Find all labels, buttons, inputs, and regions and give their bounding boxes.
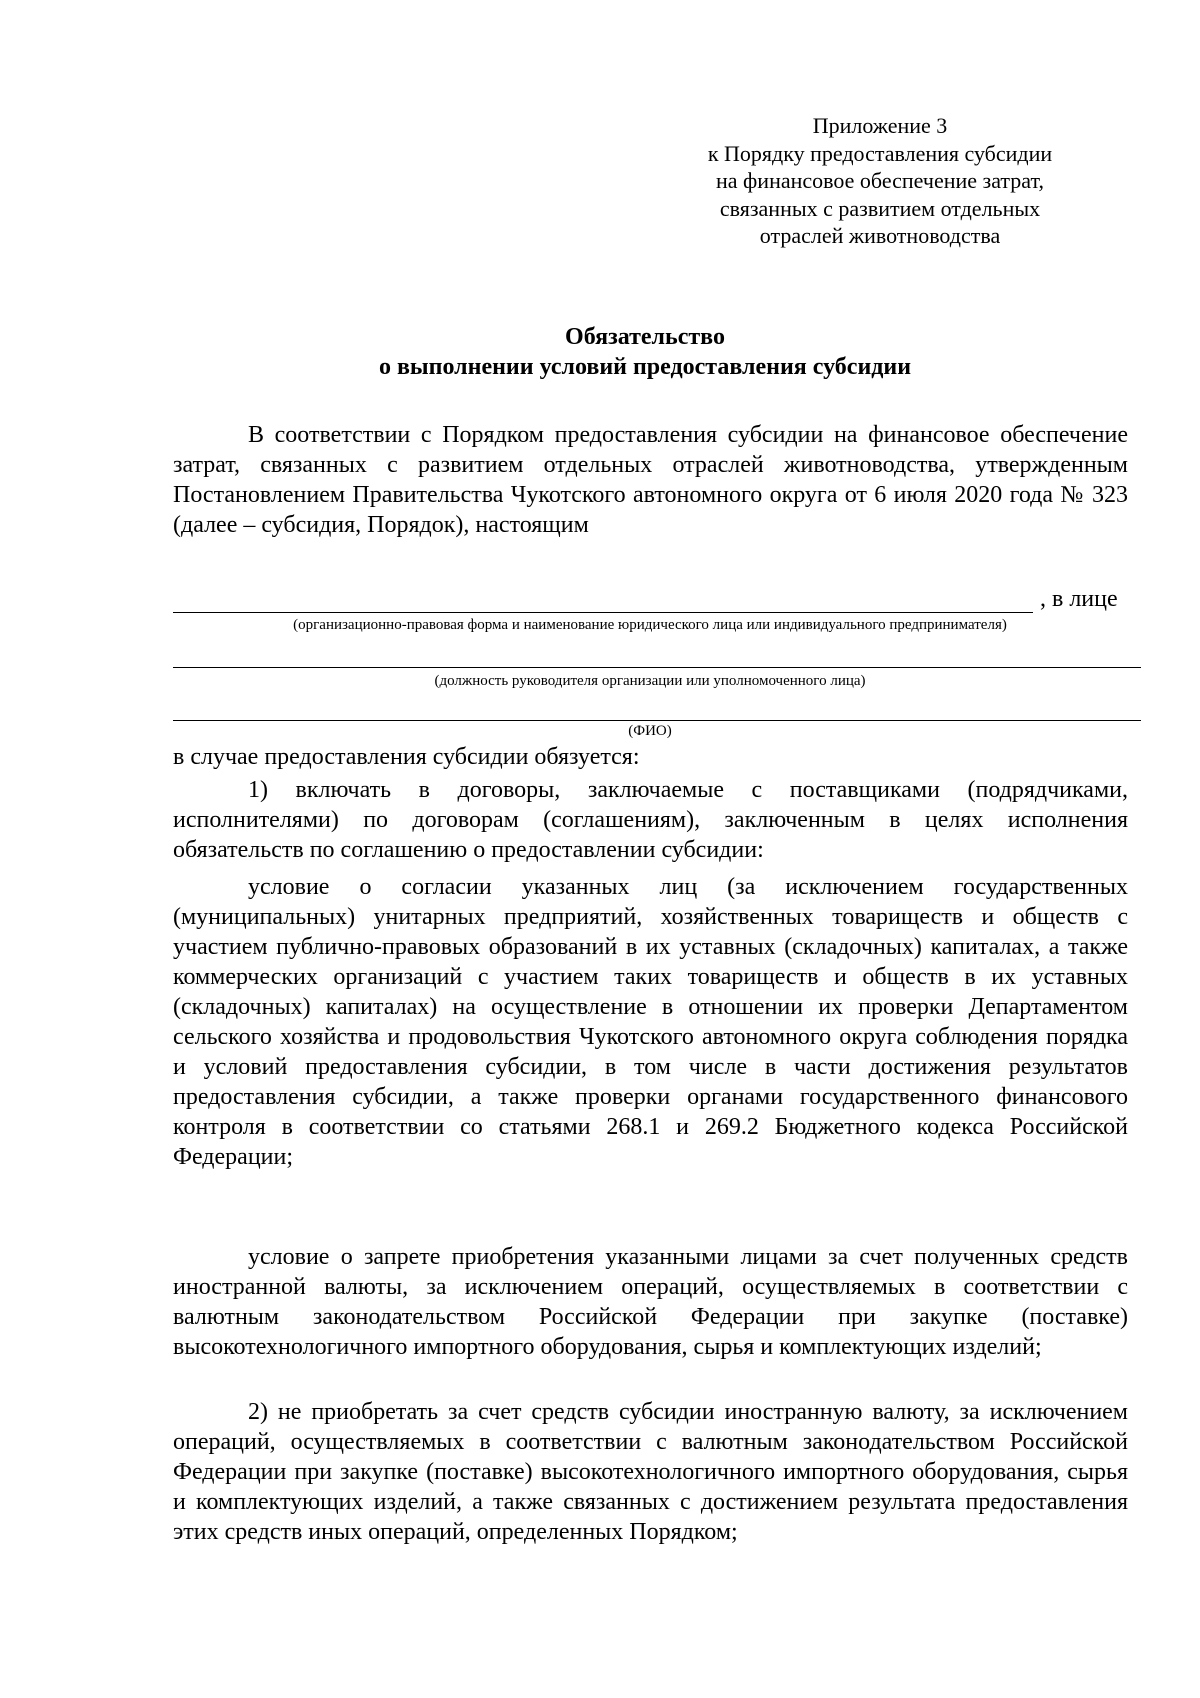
appendix-line: связанных с развитием отдельных	[719, 195, 1041, 221]
organization-caption: (организационно-правовая форма и наименование юридического лица или индивидуального предпринимателя)	[293, 617, 1007, 633]
obligation-item-2: 2) не приобретать за счет средств субсидии иностранную валюту, за исключением операций, осуществляемых в соответствии с валютным законодательством Российской Федерации при закупке (поставке) высокотехнологичного импортного оборудования, сырья и комплектующих изделий, а также связанных с достижением результата предоставления этих средств иных операций, определенных Порядком;	[173, 1399, 1128, 1545]
appendix-line: Приложение 3	[812, 113, 948, 138]
full-name-line	[173, 720, 1141, 721]
condition-1: условие о согласии указанных лиц (за исключением государственных (муниципальных) унитарных предприятий, хозяйственных товариществ и обществ с участием публично-правовых образований в их уставных (складочных) капиталах, а также коммерческих организаций с участием таких товариществ и обществ в их уставных (складочных) капиталах) на осуществление в отношении их проверки Департаментом сельского хозяйства и продовольствия Чукотского автономного округа соблюдения порядка и условий предоставления субсидии, в том числе в части достижения результатов предоставления субсидии, а также проверки органами государственного финансового контроля в соответствии со статьями 268.1 и 269.2 Бюджетного кодекса Российской Федерации;	[173, 874, 1128, 1170]
appendix-line: отраслей животноводства	[759, 223, 1001, 248]
position-line	[173, 667, 1141, 668]
position-caption: (должность руководителя организации или уполномоченного лица)	[434, 673, 866, 689]
obligations-lead: в случае предоставления субсидии обязуется:	[173, 744, 640, 770]
appendix-line: на финансовое обеспечение затрат,	[716, 168, 1044, 193]
organization-name-line	[173, 612, 1033, 613]
appendix-header	[660, 112, 1100, 250]
full-name-caption: (ФИО)	[628, 723, 672, 739]
document-title	[160, 322, 1130, 382]
condition-2: условие о запрете приобретения указанными лицами за счет полученных средств иностранной валюты, за исключением операций, осуществляемых в соответствии с валютным законодательством Российской Федерации при закупке (поставке) высокотехнологичного импортного оборудования, сырья и комплектующих изделий;	[173, 1244, 1128, 1360]
obligation-item-1: 1) включать в договоры, заключаемые с поставщиками (подрядчиками, исполнителями) по договорам (соглашениям), заключенным в целях исполнения обязательств по соглашению о предоставлении субсидии:	[173, 777, 1128, 863]
title-line-2: о выполнении условий предоставления субсидии	[378, 354, 912, 380]
in-person-label: , в лице	[1040, 586, 1118, 612]
title-line-1: Обязательство	[565, 324, 725, 350]
intro-paragraph: В соответствии с Порядком предоставления субсидии на финансовое обеспечение затрат, связанных с развитием отдельных отраслей животноводства, утвержденным Постановлением Правительства Чукотского автономного округа от 6 июля 2020 года № 323 (далее – субсидия, Порядок), настоящим	[173, 422, 1128, 538]
appendix-line: к Порядку предоставления субсидии	[707, 140, 1053, 166]
